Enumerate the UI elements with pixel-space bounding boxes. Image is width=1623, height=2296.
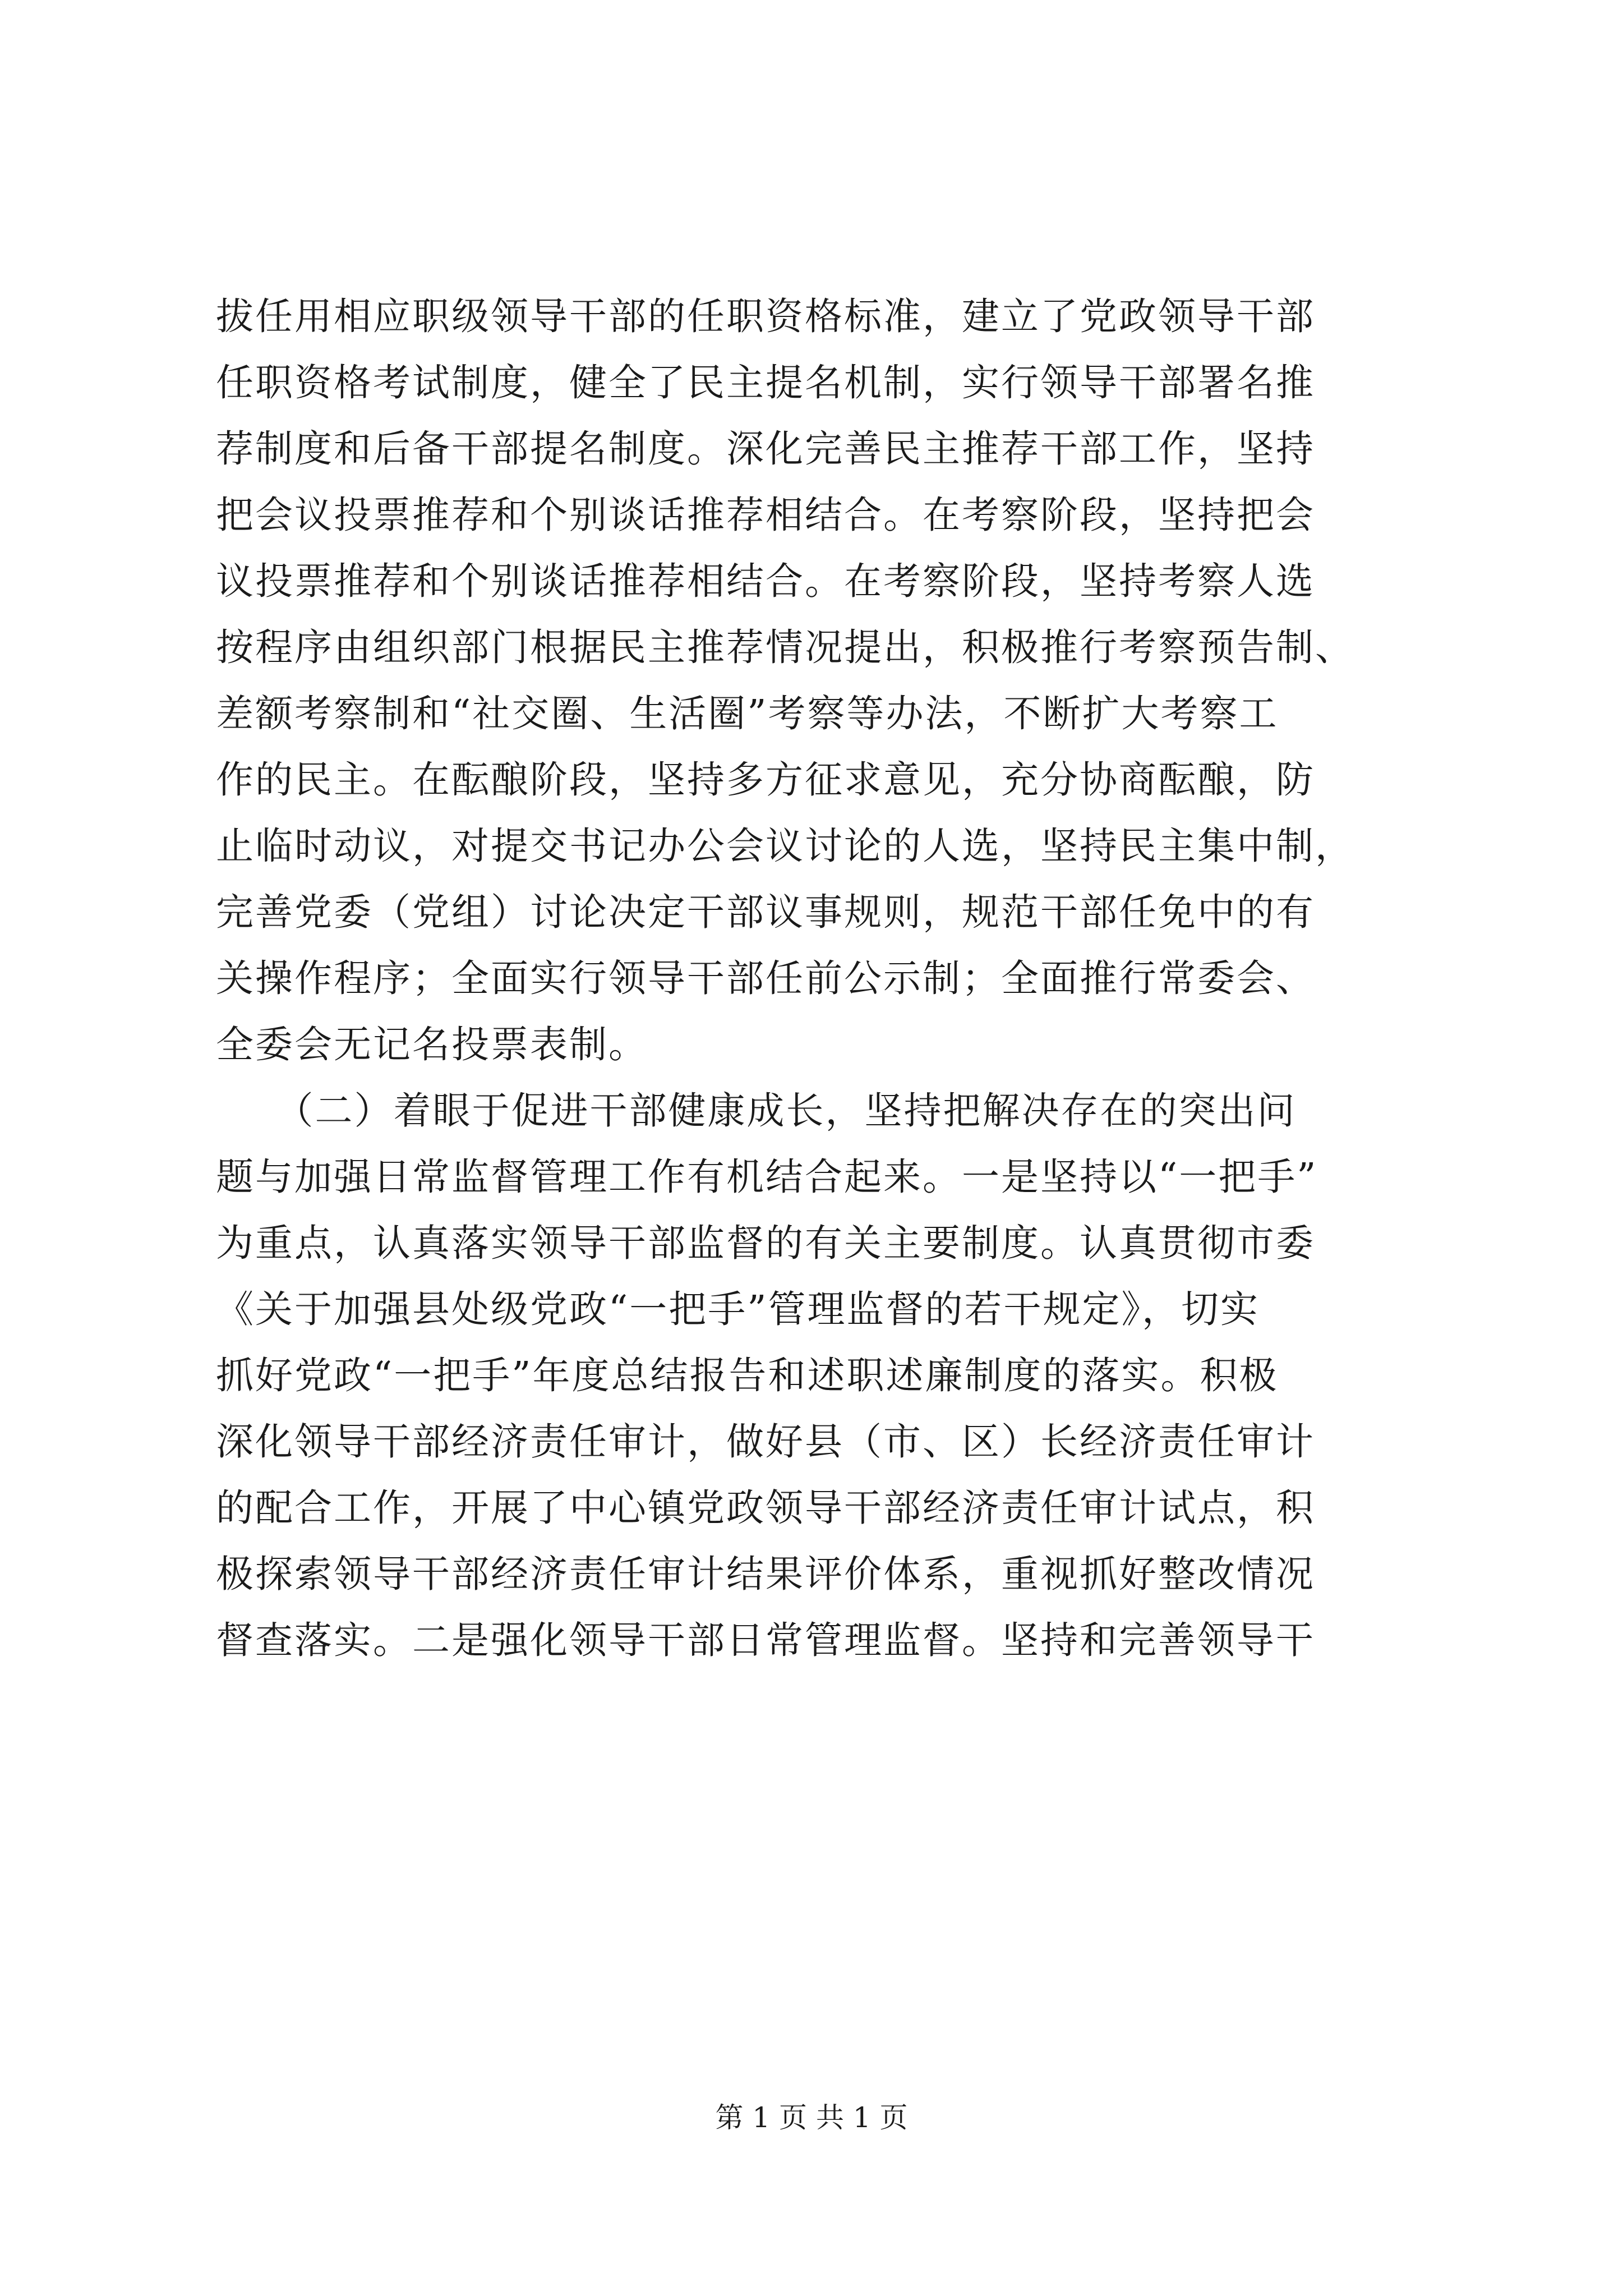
text-line: 议投票推荐和个别谈话推荐相结合。在考察阶段，坚持考察人选 (216, 559, 1315, 603)
text-line: 的配合工作，开展了中心镇党政领导干部经济责任审计试点，积 (216, 1486, 1315, 1530)
text-line: 极探索领导干部经济责任审计结果评价体系，重视抓好整改情况 (216, 1552, 1315, 1596)
text-line: 深化领导干部经济责任审计，做好县（市、区）长经济责任审计 (216, 1420, 1315, 1464)
text-line: 《关于加强县处级党政“一把手”管理监督的若干规定》，切实 (216, 1287, 1260, 1331)
paragraph-start-line: （二）着眼于促进干部健康成长，坚持把解决存在的突出问 (216, 1089, 1297, 1133)
document-body (216, 283, 1410, 1673)
text-line: 按程序由组织部门根据民主推荐情况提出，积极推行考察预告制、 (216, 625, 1354, 669)
text-line: 荐制度和后备干部提名制度。深化完善民主推荐干部工作，坚持 (216, 427, 1315, 471)
text-line: 为重点，认真落实领导干部监督的有关主要制度。认真贯彻市委 (216, 1221, 1315, 1265)
text-line: 完善党委（党组）讨论决定干部议事规则，规范干部任免中的有 (216, 890, 1315, 934)
text-line: 止临时动议，对提交书记办公会议讨论的人选，坚持民主集中制， (216, 824, 1354, 868)
text-line: 督查落实。二是强化领导干部日常管理监督。坚持和完善领导干 (216, 1618, 1315, 1662)
text-line: 作的民主。在酝酿阶段，坚持多方征求意见，充分协商酝酿，防 (216, 758, 1315, 802)
text-line: 题与加强日常监督管理工作有机结合起来。一是坚持以“一把手” (216, 1155, 1318, 1199)
page-footer: 第 1 页 共 1 页 (715, 2101, 908, 2134)
text-line: 差额考察制和“社交圈、生活圈”考察等办法，不断扩大考察工 (216, 692, 1279, 735)
text-line: 关操作程序；全面实行领导干部任前公示制；全面推行常委会、 (216, 956, 1315, 1000)
text-line: 把会议投票推荐和个别谈话推荐相结合。在考察阶段，坚持把会 (216, 493, 1315, 537)
text-line: 任职资格考试制度，健全了民主提名机制，实行领导干部署名推 (216, 361, 1315, 404)
text-line: 拔任用相应职级领导干部的任职资格标准，建立了党政领导干部 (216, 295, 1315, 338)
text-line: 全委会无记名投票表制。 (216, 1023, 648, 1066)
text-line: 抓好党政“一把手”年度总结报告和述职述廉制度的落实。积极 (216, 1354, 1279, 1397)
